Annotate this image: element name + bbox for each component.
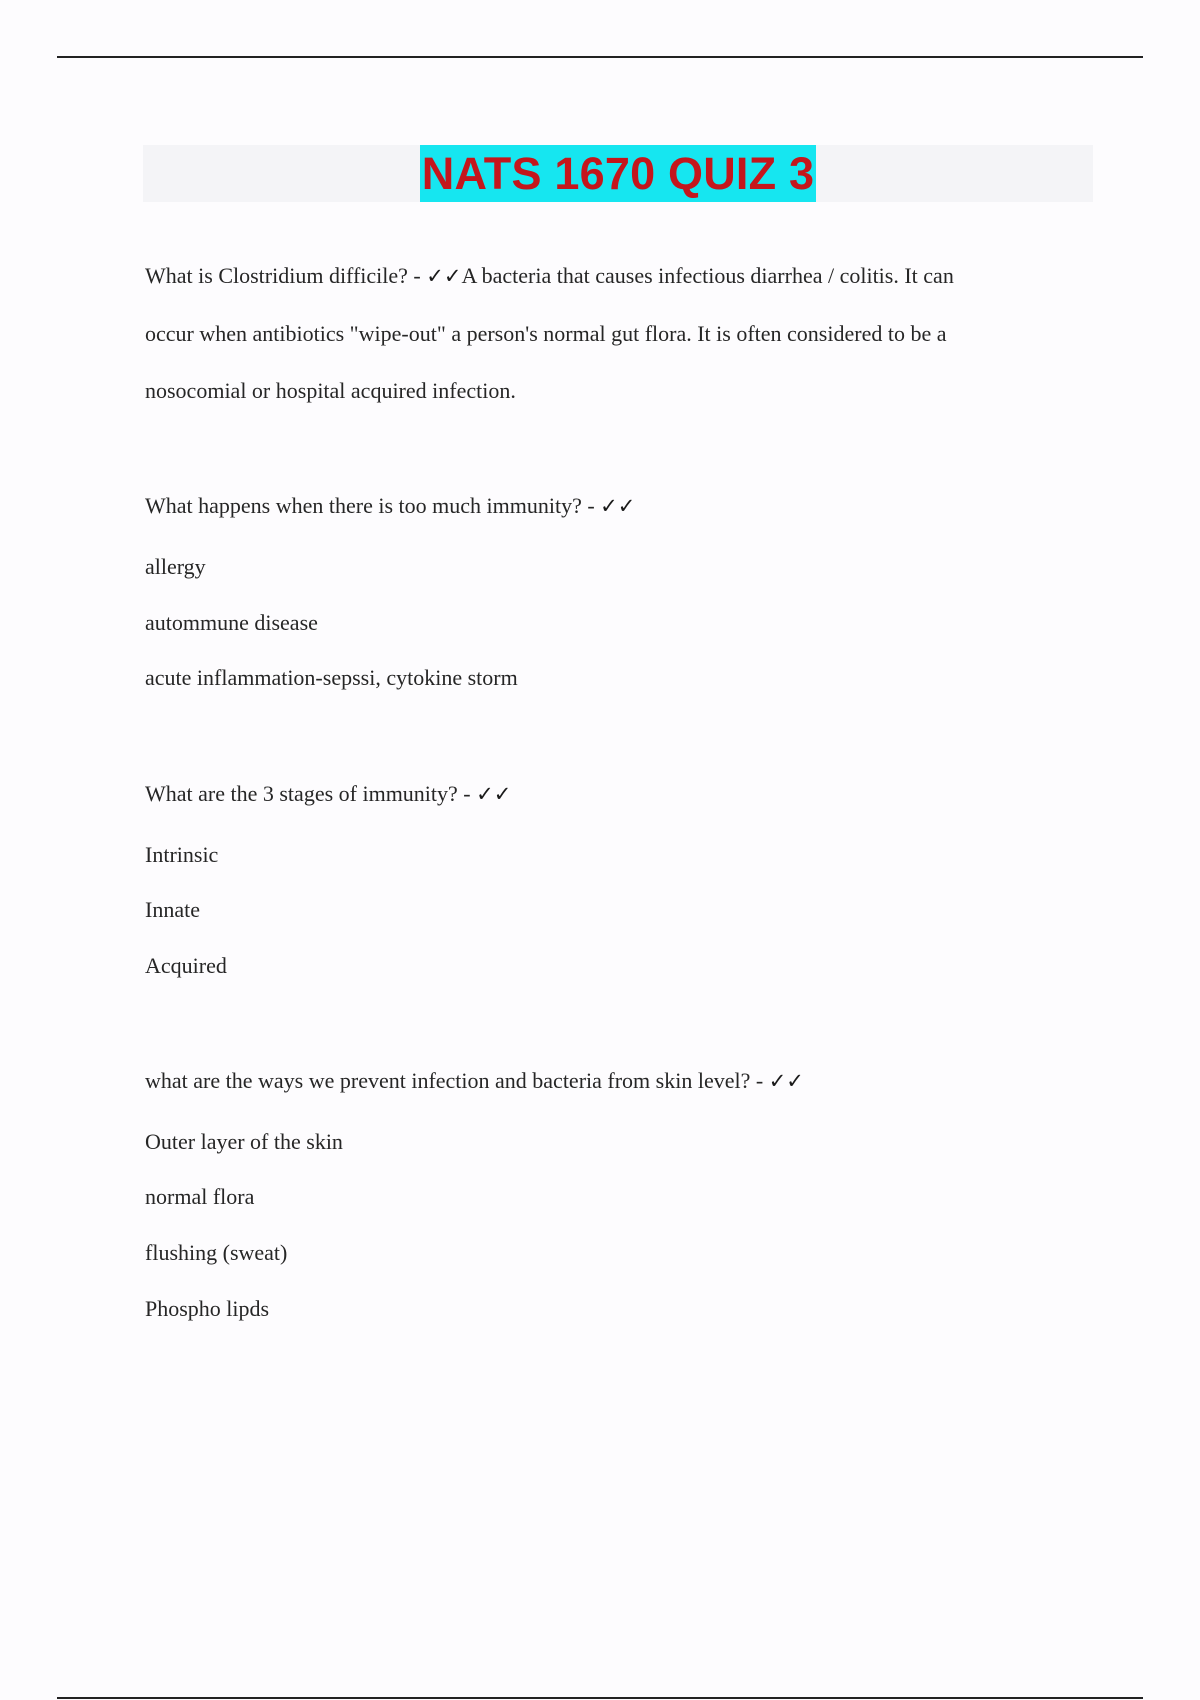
top-rule [57, 56, 1143, 58]
answer-3-item: Innate [145, 897, 200, 922]
check-mark-icon: ✓✓ [426, 264, 462, 288]
answer-4-item: flushing (sweat) [145, 1240, 288, 1265]
answer-2-item: autommune disease [145, 610, 318, 635]
title-band [143, 145, 1093, 202]
answer-1-line-1: A bacteria that causes infectious diarrhea / colitis. It can [461, 263, 954, 288]
check-mark-icon: ✓✓ [768, 1069, 804, 1093]
answer-3-item: Intrinsic [145, 842, 219, 867]
question-3-text: What are the 3 stages of immunity? - [145, 781, 477, 806]
question-2-text: What happens when there is too much immunity? - [145, 493, 601, 518]
answer-2-item: acute inflammation-sepssi, cytokine storm [145, 665, 518, 690]
answer-1-line-2: occur when antibiotics "wipe-out" a person's normal gut flora. It is often considered to be a [145, 321, 947, 346]
answer-3-item: Acquired [145, 953, 227, 978]
question-4 [145, 1067, 804, 1095]
answer-4-item: Outer layer of the skin [145, 1129, 343, 1154]
question-2 [145, 492, 635, 520]
check-mark-icon: ✓✓ [600, 494, 636, 518]
question-4-text: what are the ways we prevent infection and bacteria from skin level? - [145, 1068, 769, 1093]
answer-4-item: Phospho lipds [145, 1296, 270, 1321]
question-1-text: What is Clostridium difficile? - [145, 263, 427, 288]
answer-2-item: allergy [145, 554, 206, 579]
page-title: NATS 1670 QUIZ 3 [420, 145, 817, 202]
bottom-rule [57, 1697, 1143, 1699]
question-3 [145, 780, 511, 808]
question-1 [145, 262, 954, 290]
check-mark-icon: ✓✓ [476, 782, 512, 806]
answer-1-line-3: nosocomial or hospital acquired infection. [145, 378, 516, 403]
answer-4-item: normal flora [145, 1184, 255, 1209]
